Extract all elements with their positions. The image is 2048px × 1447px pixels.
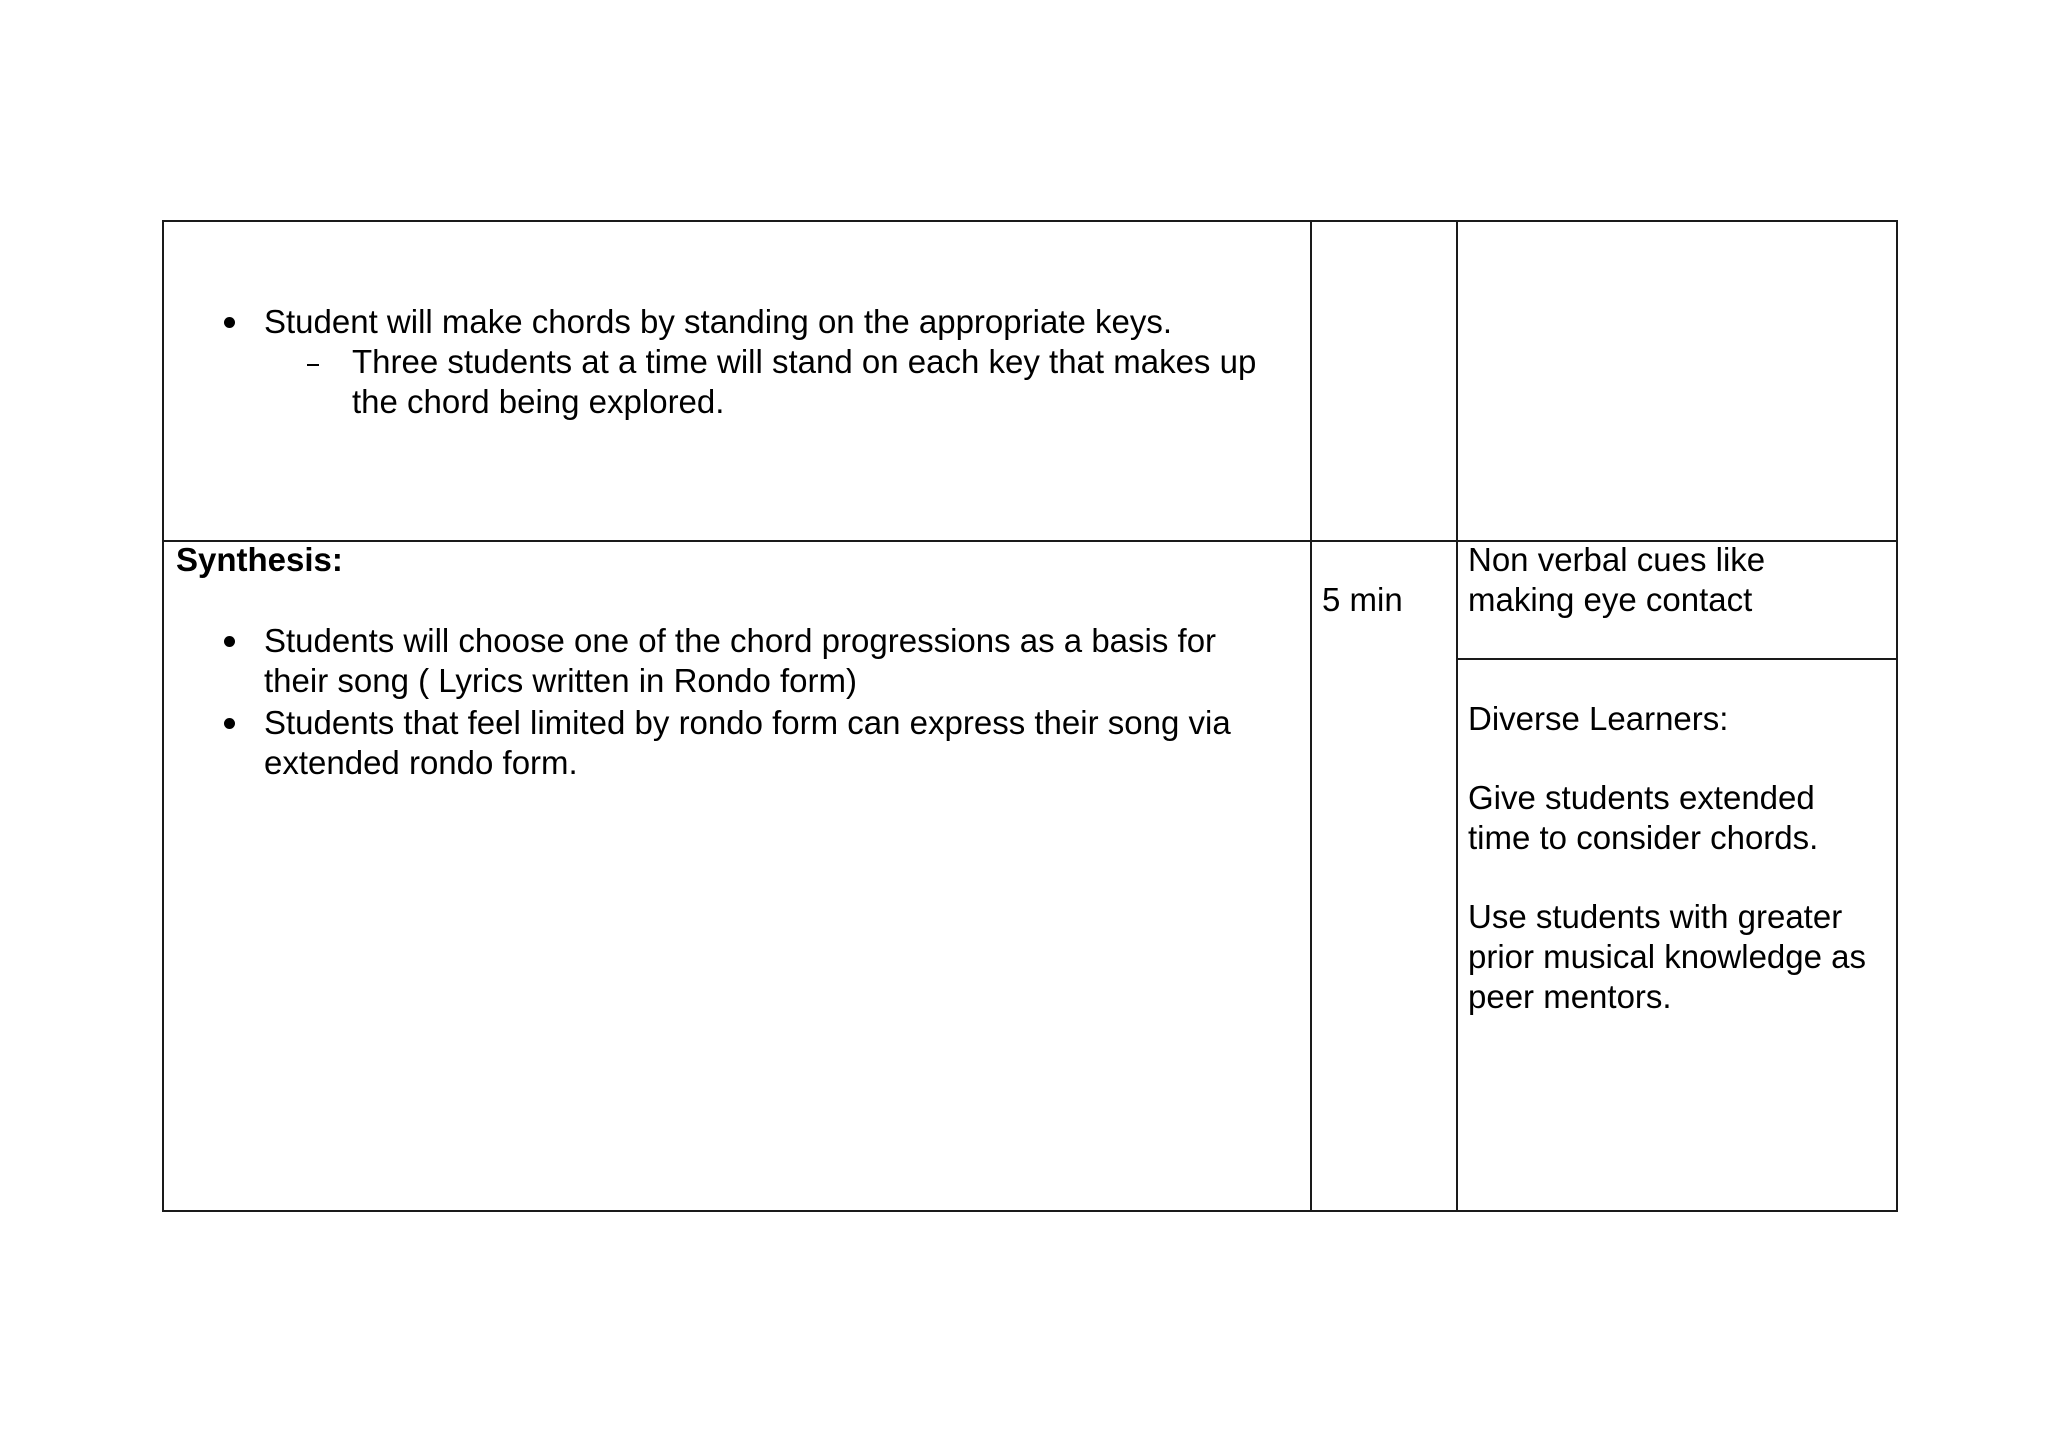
cues-line1: Non verbal cues like — [1468, 541, 1766, 578]
diverse-learners-heading: Diverse Learners: — [1468, 700, 1729, 737]
synthesis-bullet1-line1: Students will choose one of the chord progressions as a basis for — [264, 622, 1217, 659]
diverse-tip1-line2: time to consider chords. — [1468, 819, 1819, 856]
diverse-tip2-line1: Use students with greater — [1468, 898, 1843, 935]
synthesis-bullet1-line2: their song ( Lyrics written in Rondo form) — [264, 662, 857, 699]
activity-sub-text-line2: the chord being explored. — [352, 383, 725, 420]
synthesis-heading: Synthesis: — [176, 541, 343, 578]
activity-sub-text-line1: Three students at a time will stand on each key that makes up — [352, 343, 1257, 380]
activity-bullet-text: Student will make chords by standing on the appropriate keys. — [264, 303, 1173, 340]
column-divider-notes — [1456, 222, 1458, 1210]
synthesis-bullet2-line2: extended rondo form. — [264, 744, 578, 781]
synthesis-bullet2-line1: Students that feel limited by rondo form can express their song via — [264, 704, 1231, 741]
dash-icon — [307, 364, 319, 366]
notes-cell-divider — [1456, 658, 1896, 660]
bullet-icon — [224, 636, 235, 647]
diverse-tip1-line1: Give students extended — [1468, 779, 1815, 816]
diverse-tip2-line3: peer mentors. — [1468, 978, 1672, 1015]
column-divider-time — [1310, 222, 1312, 1210]
diverse-tip2-line2: prior musical knowledge as — [1468, 938, 1867, 975]
bullet-icon — [224, 718, 235, 729]
bullet-icon — [224, 317, 235, 328]
cues-line2: making eye contact — [1468, 581, 1753, 618]
time-value: 5 min — [1322, 581, 1403, 618]
